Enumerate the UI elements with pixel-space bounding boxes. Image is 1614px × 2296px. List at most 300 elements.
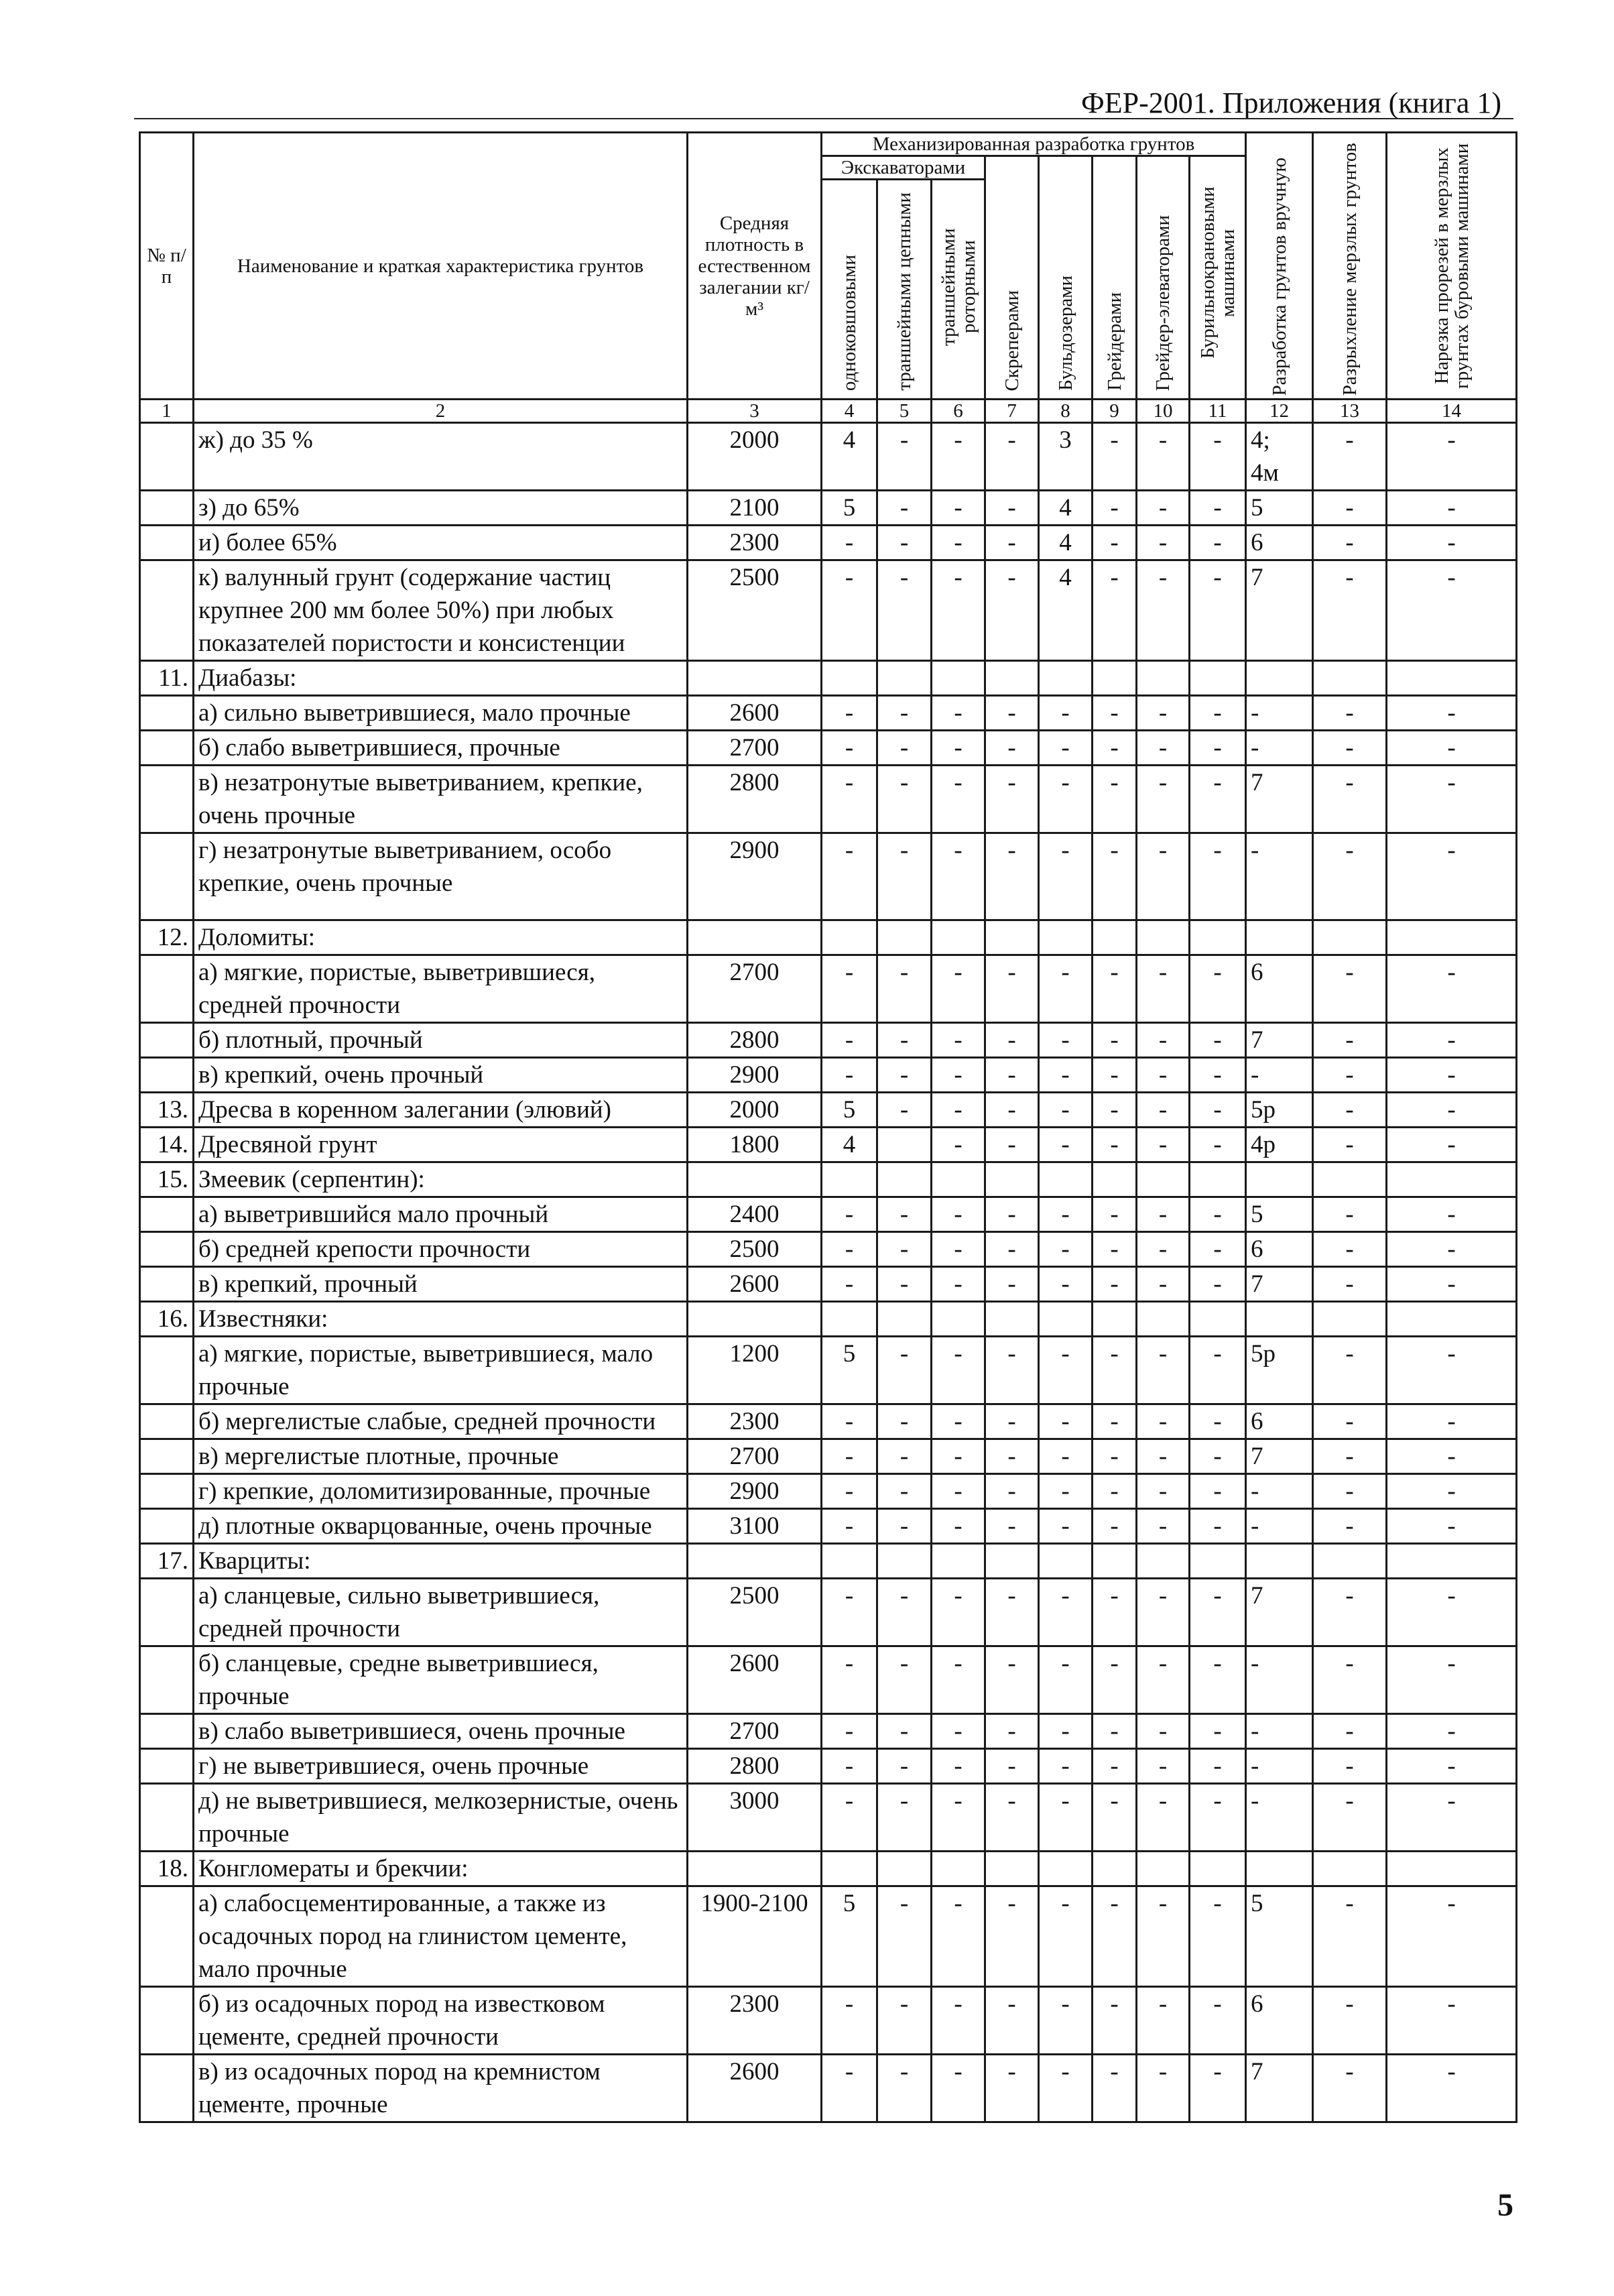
group-cell: -	[877, 491, 932, 526]
group-cell: -	[1313, 1646, 1387, 1714]
soil-classification-table	[139, 131, 1517, 2123]
group-cell	[1093, 920, 1137, 955]
group-cell	[985, 920, 1039, 955]
density-value	[688, 920, 822, 955]
group-cell: -	[877, 1337, 932, 1404]
soil-name: в) из осадочных пород на кремнистом цементе, прочные	[194, 2055, 688, 2122]
header-scrapers: Скреперами	[985, 156, 1039, 400]
group-cell: -	[877, 1714, 932, 1749]
group-cell: -	[822, 1197, 877, 1232]
table-row	[140, 731, 1517, 766]
group-cell: -	[1039, 1128, 1093, 1162]
group-cell: 5р	[1246, 1093, 1313, 1128]
row-number	[140, 731, 194, 766]
group-cell: 6	[1246, 1232, 1313, 1267]
group-cell: -	[985, 1646, 1039, 1714]
density-value: 2000	[688, 1093, 822, 1128]
group-cell	[877, 1128, 932, 1162]
group-cell: -	[932, 955, 985, 1023]
group-cell	[1137, 1302, 1190, 1337]
group-cell: -	[1093, 1784, 1137, 1852]
row-number	[140, 1439, 194, 1474]
density-value: 2100	[688, 491, 822, 526]
density-value: 2300	[688, 1404, 822, 1439]
group-cell: -	[1039, 1714, 1093, 1749]
group-cell: -	[1039, 1987, 1093, 2055]
group-cell: -	[1137, 1646, 1190, 1714]
group-cell: -	[1313, 423, 1387, 491]
group-cell: -	[1093, 1058, 1137, 1093]
group-cell: -	[1190, 2055, 1246, 2122]
group-cell: -	[822, 1646, 877, 1714]
density-value: 3100	[688, 1509, 822, 1544]
group-cell: -	[877, 696, 932, 731]
group-cell: 5	[822, 1093, 877, 1128]
table-row	[140, 1093, 1517, 1128]
table-row	[140, 1474, 1517, 1509]
group-cell: -	[1093, 1337, 1137, 1404]
group-cell: -	[985, 1886, 1039, 1987]
group-cell	[1039, 661, 1093, 696]
group-cell	[822, 1162, 877, 1197]
group-cell: -	[1313, 1784, 1387, 1852]
group-cell	[1313, 1162, 1387, 1197]
group-cell: -	[985, 1337, 1039, 1404]
group-cell: -	[1093, 1023, 1137, 1058]
group-cell: -	[985, 2055, 1039, 2122]
column-number: 7	[985, 400, 1039, 423]
group-cell: -	[1039, 1784, 1093, 1852]
group-cell: 5	[1246, 1886, 1313, 1987]
density-value: 2500	[688, 560, 822, 661]
group-cell: -	[1313, 1749, 1387, 1784]
table-row	[140, 1579, 1517, 1646]
group-cell: -	[932, 1267, 985, 1302]
soil-name: к) валунный грунт (содержание частиц крупнее 200 мм более 50%) при любых показателей пористости и консистенции	[194, 560, 688, 661]
row-number: 14.	[140, 1128, 194, 1162]
group-cell: -	[822, 2055, 877, 2122]
group-cell: -	[1313, 1439, 1387, 1474]
group-cell: -	[932, 696, 985, 731]
group-cell: -	[932, 1404, 985, 1439]
group-cell: -	[985, 1404, 1039, 1439]
group-cell: -	[1039, 696, 1093, 731]
column-number: 10	[1137, 400, 1190, 423]
column-number: 6	[932, 400, 985, 423]
group-cell: -	[985, 1749, 1039, 1784]
group-cell: -	[1246, 1749, 1313, 1784]
soil-name: в) крепкий, очень прочный	[194, 1058, 688, 1093]
group-cell: -	[932, 1232, 985, 1267]
table-row	[140, 1509, 1517, 1544]
header-manual: Разработка грунтов вручную	[1246, 133, 1313, 400]
table-row	[140, 1544, 1517, 1579]
group-cell: 7	[1246, 1579, 1313, 1646]
group-cell: -	[932, 731, 985, 766]
group-cell: -	[877, 1646, 932, 1714]
density-value: 2900	[688, 833, 822, 920]
group-cell	[1093, 1302, 1137, 1337]
group-cell: -	[1190, 1749, 1246, 1784]
group-cell: -	[932, 1093, 985, 1128]
group-cell: -	[1387, 1646, 1517, 1714]
group-cell: 6	[1246, 1987, 1313, 2055]
group-cell	[1387, 1852, 1517, 1886]
group-cell: -	[1039, 1439, 1093, 1474]
row-number	[140, 1337, 194, 1404]
group-cell: -	[1093, 2055, 1137, 2122]
group-cell: -	[1093, 1267, 1137, 1302]
header-bulldozers: Бульдозерами	[1039, 156, 1093, 400]
table-row	[140, 1232, 1517, 1267]
group-cell: -	[932, 1579, 985, 1646]
group-cell: -	[1137, 1886, 1190, 1987]
table-row	[140, 560, 1517, 661]
group-cell: -	[1387, 2055, 1517, 2122]
group-cell: -	[985, 1474, 1039, 1509]
group-cell: -	[877, 955, 932, 1023]
group-cell: -	[1313, 2055, 1387, 2122]
group-cell: -	[1093, 1232, 1137, 1267]
group-cell: -	[1190, 833, 1246, 920]
group-cell: -	[1313, 731, 1387, 766]
group-cell: -	[1387, 955, 1517, 1023]
soil-name: Дресвяной грунт	[194, 1128, 688, 1162]
density-value	[688, 1162, 822, 1197]
soil-name: г) крепкие, доломитизированные, прочные	[194, 1474, 688, 1509]
group-cell: 7	[1246, 1439, 1313, 1474]
group-cell: -	[1387, 1714, 1517, 1749]
density-value: 2800	[688, 1023, 822, 1058]
group-cell: -	[822, 1023, 877, 1058]
group-cell	[985, 661, 1039, 696]
header-excavators: Экскаваторами	[822, 156, 985, 180]
soil-name: и) более 65%	[194, 526, 688, 560]
row-number: 17.	[140, 1544, 194, 1579]
group-cell: 4	[822, 423, 877, 491]
header-name: Наименование и краткая характеристика грунтов	[194, 133, 688, 400]
group-cell: -	[932, 766, 985, 833]
group-cell: -	[877, 833, 932, 920]
table-row	[140, 955, 1517, 1023]
group-cell: -	[877, 1093, 932, 1128]
group-cell: -	[932, 1646, 985, 1714]
group-cell: -	[1246, 696, 1313, 731]
table-row	[140, 1404, 1517, 1439]
header-frozen-cutting: Нарезка прорезей в мерзлых грунтах буровыми машинами	[1387, 133, 1517, 400]
group-cell: -	[1313, 1337, 1387, 1404]
density-value: 2700	[688, 955, 822, 1023]
row-number	[140, 1058, 194, 1093]
group-cell: -	[985, 491, 1039, 526]
group-cell: -	[877, 1474, 932, 1509]
group-cell	[1093, 1162, 1137, 1197]
soil-name: в) мергелистые плотные, прочные	[194, 1439, 688, 1474]
group-cell	[1039, 1852, 1093, 1886]
row-number	[140, 1023, 194, 1058]
group-cell	[985, 1162, 1039, 1197]
group-cell	[822, 920, 877, 955]
group-cell: -	[1190, 1267, 1246, 1302]
group-cell	[1190, 920, 1246, 955]
group-cell: -	[985, 1784, 1039, 1852]
table-row	[140, 833, 1517, 920]
group-cell: -	[1313, 1058, 1387, 1093]
group-cell	[822, 1852, 877, 1886]
table-row	[140, 1784, 1517, 1852]
group-cell: -	[1387, 1232, 1517, 1267]
group-cell: -	[932, 1197, 985, 1232]
group-cell: -	[1190, 1439, 1246, 1474]
row-number	[140, 491, 194, 526]
group-cell: -	[1137, 1128, 1190, 1162]
group-cell: -	[1387, 1128, 1517, 1162]
group-cell	[932, 1162, 985, 1197]
group-cell: -	[1137, 560, 1190, 661]
group-cell: -	[1190, 1197, 1246, 1232]
row-number	[140, 2055, 194, 2122]
group-cell: -	[932, 1749, 985, 1784]
group-cell: -	[1039, 833, 1093, 920]
density-value: 1900-2100	[688, 1886, 822, 1987]
group-cell: -	[822, 696, 877, 731]
group-cell	[1313, 661, 1387, 696]
group-cell	[1093, 1852, 1137, 1886]
group-cell: -	[1387, 1404, 1517, 1439]
group-cell: -	[877, 766, 932, 833]
row-number	[140, 696, 194, 731]
group-cell: -	[985, 1197, 1039, 1232]
table-row	[140, 1749, 1517, 1784]
group-cell	[822, 1302, 877, 1337]
row-number	[140, 766, 194, 833]
row-number	[140, 560, 194, 661]
row-number	[140, 1197, 194, 1232]
row-number	[140, 526, 194, 560]
group-cell: -	[1039, 1023, 1093, 1058]
group-cell	[1137, 661, 1190, 696]
group-cell: -	[1137, 1579, 1190, 1646]
soil-name: б) из осадочных пород на известковом цементе, средней прочности	[194, 1987, 688, 2055]
group-cell: -	[1039, 955, 1093, 1023]
group-cell: -	[1093, 766, 1137, 833]
density-value: 2900	[688, 1058, 822, 1093]
table-row	[140, 661, 1517, 696]
group-cell: -	[1313, 1886, 1387, 1987]
group-cell	[1039, 1302, 1093, 1337]
group-cell: -	[822, 1404, 877, 1439]
group-cell	[1387, 1302, 1517, 1337]
group-cell	[1387, 661, 1517, 696]
group-cell: 4; 4м	[1246, 423, 1313, 491]
header-frozen-loosening: Разрыхление мерзлых грунтов	[1313, 133, 1387, 400]
header-trench-chain: траншейными цепными	[877, 180, 932, 400]
group-cell: -	[822, 1439, 877, 1474]
density-value: 2500	[688, 1232, 822, 1267]
group-cell: -	[1190, 1093, 1246, 1128]
density-value: 1200	[688, 1337, 822, 1404]
group-cell: -	[1387, 1784, 1517, 1852]
soil-name: Диабазы:	[194, 661, 688, 696]
group-cell	[1387, 1544, 1517, 1579]
group-cell: -	[1039, 1197, 1093, 1232]
group-cell: -	[1137, 1023, 1190, 1058]
table-row	[140, 1439, 1517, 1474]
table-row	[140, 1886, 1517, 1987]
group-cell: -	[1246, 1509, 1313, 1544]
group-cell	[932, 1544, 985, 1579]
header-single-bucket: одноковшовыми	[822, 180, 877, 400]
group-cell	[877, 1852, 932, 1886]
header-graders: Грейдерами	[1093, 156, 1137, 400]
group-cell: -	[932, 1714, 985, 1749]
row-number	[140, 1784, 194, 1852]
row-number	[140, 1646, 194, 1714]
group-cell: -	[1137, 1267, 1190, 1302]
group-cell: -	[1190, 1714, 1246, 1749]
group-cell: -	[1387, 1337, 1517, 1404]
group-cell: -	[1246, 1714, 1313, 1749]
group-cell: -	[1137, 955, 1190, 1023]
group-cell: -	[932, 1886, 985, 1987]
group-cell	[1137, 1852, 1190, 1886]
group-cell: -	[985, 1023, 1039, 1058]
row-number: 16.	[140, 1302, 194, 1337]
soil-name: Дресва в коренном залегании (элювий)	[194, 1093, 688, 1128]
group-cell	[985, 1544, 1039, 1579]
soil-name: б) средней крепости прочности	[194, 1232, 688, 1267]
group-cell: -	[1190, 1232, 1246, 1267]
group-cell: -	[1093, 491, 1137, 526]
group-cell: -	[1190, 1023, 1246, 1058]
group-cell: -	[877, 1749, 932, 1784]
soil-name: в) крепкий, прочный	[194, 1267, 688, 1302]
group-cell: -	[1387, 1886, 1517, 1987]
group-cell	[1039, 1162, 1093, 1197]
group-cell	[932, 661, 985, 696]
row-number	[140, 833, 194, 920]
table-row	[140, 491, 1517, 526]
group-cell: -	[932, 526, 985, 560]
group-cell: -	[1137, 731, 1190, 766]
group-cell	[1246, 920, 1313, 955]
soil-name: а) мягкие, пористые, выветрившиеся, мало прочные	[194, 1337, 688, 1404]
group-cell	[1137, 1162, 1190, 1197]
group-cell: -	[1246, 833, 1313, 920]
group-cell: -	[985, 1509, 1039, 1544]
group-cell: -	[1387, 1267, 1517, 1302]
group-cell: -	[1313, 955, 1387, 1023]
group-cell: -	[1387, 766, 1517, 833]
group-cell: -	[1039, 1474, 1093, 1509]
group-cell: -	[1039, 1886, 1093, 1987]
soil-name: г) не выветрившиеся, очень прочные	[194, 1749, 688, 1784]
group-cell: -	[1387, 1197, 1517, 1232]
table-row	[140, 1267, 1517, 1302]
group-cell: -	[1093, 1509, 1137, 1544]
soil-name: а) выветрившийся мало прочный	[194, 1197, 688, 1232]
group-cell: -	[985, 1232, 1039, 1267]
group-cell: 4	[1039, 560, 1093, 661]
group-cell: -	[1387, 1093, 1517, 1128]
group-cell	[1387, 920, 1517, 955]
group-cell: -	[985, 1058, 1039, 1093]
column-number: 9	[1093, 400, 1137, 423]
group-cell: -	[985, 1128, 1039, 1162]
table-row	[140, 766, 1517, 833]
group-cell: -	[1039, 731, 1093, 766]
group-cell: 6	[1246, 955, 1313, 1023]
group-cell: -	[1190, 1337, 1246, 1404]
group-cell: -	[932, 423, 985, 491]
group-cell: -	[932, 833, 985, 920]
group-cell: -	[1093, 696, 1137, 731]
group-cell	[932, 1302, 985, 1337]
group-cell: -	[985, 833, 1039, 920]
soil-name: в) незатронутые выветриванием, крепкие, очень прочные	[194, 766, 688, 833]
group-cell: -	[985, 1267, 1039, 1302]
group-cell: -	[1137, 1509, 1190, 1544]
group-cell: -	[932, 1509, 985, 1544]
soil-name: б) плотный, прочный	[194, 1023, 688, 1058]
group-cell: -	[985, 1987, 1039, 2055]
group-cell: 6	[1246, 1404, 1313, 1439]
group-cell: -	[877, 1784, 932, 1852]
group-cell: -	[932, 1987, 985, 2055]
group-cell: -	[1313, 766, 1387, 833]
group-cell: -	[1093, 1093, 1137, 1128]
group-cell: -	[877, 2055, 932, 2122]
group-cell: -	[1387, 833, 1517, 920]
group-cell: -	[1190, 526, 1246, 560]
column-number: 2	[194, 400, 688, 423]
group-cell: -	[1137, 1093, 1190, 1128]
group-cell: -	[1039, 766, 1093, 833]
group-cell: -	[1039, 1749, 1093, 1784]
soil-name: Известняки:	[194, 1302, 688, 1337]
soil-name: д) не выветрившиеся, мелкозернистые, очень прочные	[194, 1784, 688, 1852]
group-cell: -	[985, 731, 1039, 766]
table-row	[140, 526, 1517, 560]
group-cell: 4	[1039, 491, 1093, 526]
group-cell: -	[1093, 1714, 1137, 1749]
group-cell: -	[1093, 560, 1137, 661]
table-row	[140, 1128, 1517, 1162]
group-cell	[1039, 1544, 1093, 1579]
group-cell: -	[1387, 1987, 1517, 2055]
soil-name: б) сланцевые, средне выветрившиеся, прочные	[194, 1646, 688, 1714]
group-cell: 5	[822, 1337, 877, 1404]
group-cell: -	[1190, 1404, 1246, 1439]
group-cell: -	[1137, 1197, 1190, 1232]
group-cell: 5	[1246, 491, 1313, 526]
group-cell: -	[822, 833, 877, 920]
group-cell	[1137, 1544, 1190, 1579]
group-cell: -	[822, 560, 877, 661]
column-number: 4	[822, 400, 877, 423]
group-cell: -	[1387, 1509, 1517, 1544]
group-cell: -	[1039, 1093, 1093, 1128]
group-cell: -	[877, 1267, 932, 1302]
density-value: 2300	[688, 1987, 822, 2055]
soil-name: з) до 65%	[194, 491, 688, 526]
group-cell: -	[1137, 1439, 1190, 1474]
group-cell: -	[932, 1023, 985, 1058]
soil-name: б) мергелистые слабые, средней прочности	[194, 1404, 688, 1439]
group-cell: -	[877, 560, 932, 661]
group-cell: -	[822, 1232, 877, 1267]
soil-name: д) плотные окварцованные, очень прочные	[194, 1509, 688, 1544]
